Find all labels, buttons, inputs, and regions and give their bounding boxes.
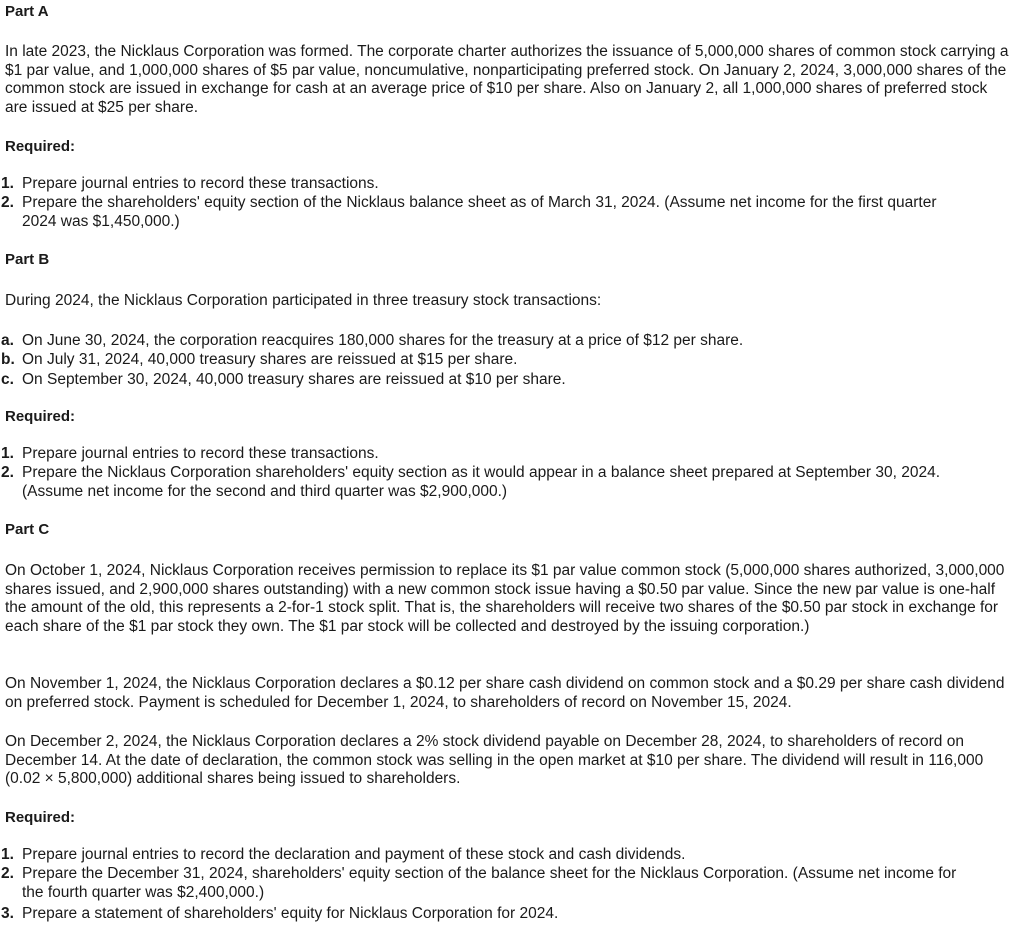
part-b-paragraph: During 2024, the Nicklaus Corporation participated in three treasury stock transactions: [5, 292, 602, 309]
list-item-text: Prepare journal entries to record these transactions. [22, 175, 379, 192]
list-item-text: Prepare journal entries to record the declaration and payment of these stock and cash dividends. [22, 846, 686, 863]
part-c-paragraph-2: On November 1, 2024, the Nicklaus Corporation declares a $0.12 per share cash dividend on common stock and a $0.29 per share cash dividend on preferred stock. Payment is scheduled for December 1, 2024, to shareholders of record on November 15, 2024. [5, 675, 1005, 711]
part-c-paragraph-1: On October 1, 2024, Nicklaus Corporation receives permission to replace its $1 par value common stock (5,000,000 shares authorized, 3,000,000 shares issued, and 2,900,000 shares outstanding) with a new common stock issue having a $0.50 par value. Since the new par value is one-half the amount of the old, this represents a 2-for-1 stock split. That is, the shareholders will receive two shares of the $0.50 par stock in exchange for each share of the $1 par stock they own. The $1 par stock will be collected and destroyed by the issuing corporation.) [5, 562, 1005, 635]
part-b-required-label: Required: [5, 408, 76, 425]
list-item-text: On July 31, 2024, 40,000 treasury shares are reissued at $15 per share. [22, 351, 518, 368]
list-item-text: On June 30, 2024, the corporation reacquires 180,000 shares for the treasury at a price of $12 per share. [22, 332, 744, 349]
list-item-text: Prepare journal entries to record these transactions. [22, 445, 379, 462]
list-marker: 2. [1, 194, 14, 211]
list-marker: b. [1, 351, 15, 368]
list-item-text: Prepare a statement of shareholders' equity for Nicklaus Corporation for 2024. [22, 905, 559, 922]
part-b-required-item-2 [0, 464, 990, 501]
list-marker: c. [1, 371, 14, 388]
part-c-required-item-3 [0, 905, 1005, 924]
part-c-paragraph-3: On December 2, 2024, the Nicklaus Corporation declares a 2% stock dividend payable on December 28, 2024, to shareholders of record on December 14. At the date of declaration, the common stock was selling in the open market at $10 per share. The dividend will result in 116,000 (0.02 × 5,800,000) additional shares being issued to shareholders. [5, 733, 984, 787]
part-c-required-label: Required: [5, 809, 76, 826]
list-item-text: Prepare the Nicklaus Corporation shareholders' equity section as it would appear in a balance sheet prepared at September 30, 2024. (Assume net income for the second and third quarter was $2,900,000.) [22, 464, 941, 500]
part-b-transaction-c [0, 371, 1005, 390]
part-b-transaction-a [0, 332, 1005, 351]
part-c-required-item-1 [0, 846, 1005, 865]
list-item-text: On September 30, 2024, 40,000 treasury shares are reissued at $10 per share. [22, 371, 566, 388]
part-a-required-item-2 [0, 194, 960, 231]
list-marker: 1. [1, 846, 14, 863]
list-marker: a. [1, 332, 14, 349]
part-c-required-item-2 [0, 865, 960, 902]
part-a-heading: Part A [5, 3, 49, 20]
list-item-text: Prepare the December 31, 2024, shareholders' equity section of the balance sheet for the Nicklaus Corporation. (Assume net income for the fourth quarter was $2,400,000.) [22, 865, 957, 901]
part-b-transaction-b [0, 351, 1005, 370]
list-marker: 3. [1, 905, 14, 922]
part-c-heading: Part C [5, 521, 50, 538]
list-marker: 1. [1, 175, 14, 192]
list-marker: 2. [1, 865, 14, 882]
part-a-paragraph: In late 2023, the Nicklaus Corporation was formed. The corporate charter authorizes the issuance of 5,000,000 shares of common stock carrying a $1 par value, and 1,000,000 shares of $5 par value, noncumulative, nonparticipating preferred stock. On January 2, 2024, 3,000,000 shares of the common stock are issued in exchange for cash at an average price of $10 per share. Also on January 2, all 1,000,000 shares of preferred stock are issued at $25 per share. [5, 43, 1009, 116]
part-a-required-label: Required: [5, 138, 76, 155]
part-b-heading: Part B [5, 251, 50, 268]
list-item-text: Prepare the shareholders' equity section of the Nicklaus balance sheet as of March 31, 2024. (Assume net income for the first quarter 2024 was $1,450,000.) [22, 194, 937, 230]
list-marker: 1. [1, 445, 14, 462]
list-marker: 2. [1, 464, 14, 481]
part-a-required-item-1 [0, 175, 1005, 194]
part-b-required-item-1 [0, 445, 1005, 464]
